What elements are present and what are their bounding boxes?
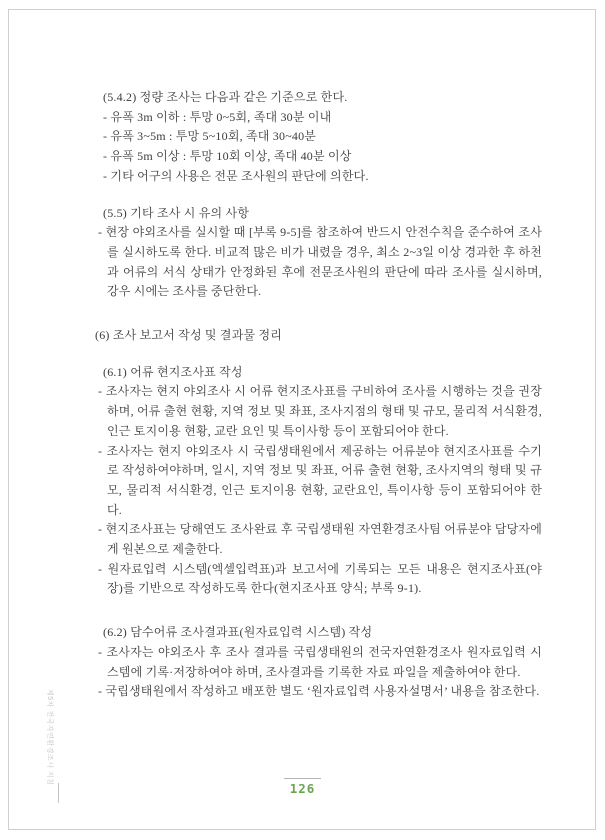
section-6-2 [95,623,542,702]
section-6-1 [95,363,542,599]
page-number: 126 [289,781,316,796]
bullet-item: - 원자료입력 시스템(엑셀입력표)과 보고서에 기록되는 모든 내용은 현지조사표(야장)를 기반으로 작성하도록 한다(현지조사표 양식; 부록 9-1). [98,561,542,596]
page-footer [0,778,605,796]
footer-rule [284,778,321,779]
section-6 [95,326,542,346]
bullet-item: - 조사자는 야외조사 후 조사 결과를 국립생태원의 전국자연환경조사 원자료입력 시스템에 기록·저장하여야 하며, 조사결과를 기록한 자료 파일을 제출하여야 한다. [98,644,542,679]
section-heading: (5.5) 기타 조사 시 유의 사항 [103,205,250,220]
bullet-item: - 유폭 3m 이하 : 투망 0~5회, 족대 30분 이내 [103,109,332,124]
bullet-item: - 국립생태원에서 작성하고 배포한 별도 ‘원자료입력 사용자설명서’ 내용을 참조한다. [98,684,540,699]
bullet-item: - 기타 어구의 사용은 전문 조사원의 판단에 의한다. [103,168,369,183]
bullet-item: - 현지조사표는 당해연도 조사완료 후 국립생태원 자연환경조사팀 어류분야 담당자에게 원본으로 제출한다. [98,522,542,557]
section-heading: (6.2) 담수어류 조사결과표(원자료입력 시스템) 작성 [103,625,373,640]
bullet-item: - 현장 야외조사를 실시할 때 [부록 9-5]를 참조하여 반드시 안전수칙을 준수하여 조사를 실시하도록 한다. 비교적 많은 비가 내렸을 경우, 최소 2~3일 이상 경과한 후 하천과 어류의 서식 상태가 안정화된 후에 전문조사원의 판단에 따라 조사를 실시하며, 강우 시에는 조사를 중단한다. [98,225,542,299]
bullet-item: - 조사자는 현지 야외조사 시 어류 현지조사표를 구비하여 조사를 시행하는 것을 권장하며, 어류 출현 현황, 지역 정보 및 좌표, 조사지점의 형태 및 규모, 물리적 서식환경, 인근 토지이용 현황, 교란 요인 및 특이사항 등이 포함되어야 한다. [98,384,542,438]
section-heading: (6) 조사 보고서 작성 및 결과물 정리 [95,328,283,343]
section-heading: (6.1) 어류 현지조사표 작성 [103,364,243,379]
bullet-item: - 유폭 3~5m : 투망 5~10회, 족대 30~40분 [103,129,317,144]
document-body [95,88,542,702]
section-heading: (5.4.2) 정량 조사는 다음과 같은 기준으로 한다. [103,90,348,104]
bullet-item: - 조사자는 현지 야외조사 시 국립생태원에서 제공하는 어류분야 현지조사표를 수기로 작성하여야하며, 일시, 지역 정보 및 좌표, 어류 출현 현황, 조사지역의 형태 및 규모, 물리적 서식환경, 인근 토지이용 현황, 교란요인, 특이사항 등이 포함되어야 한다. [98,443,542,517]
bullet-item: - 유폭 5m 이상 : 투망 10회 이상, 족대 40분 이상 [103,149,352,164]
section-5-5 [95,204,542,303]
section-5-4-2 [95,88,542,187]
sidebar-caption: 제5차 전국자연환경조사 지침 [46,689,53,786]
